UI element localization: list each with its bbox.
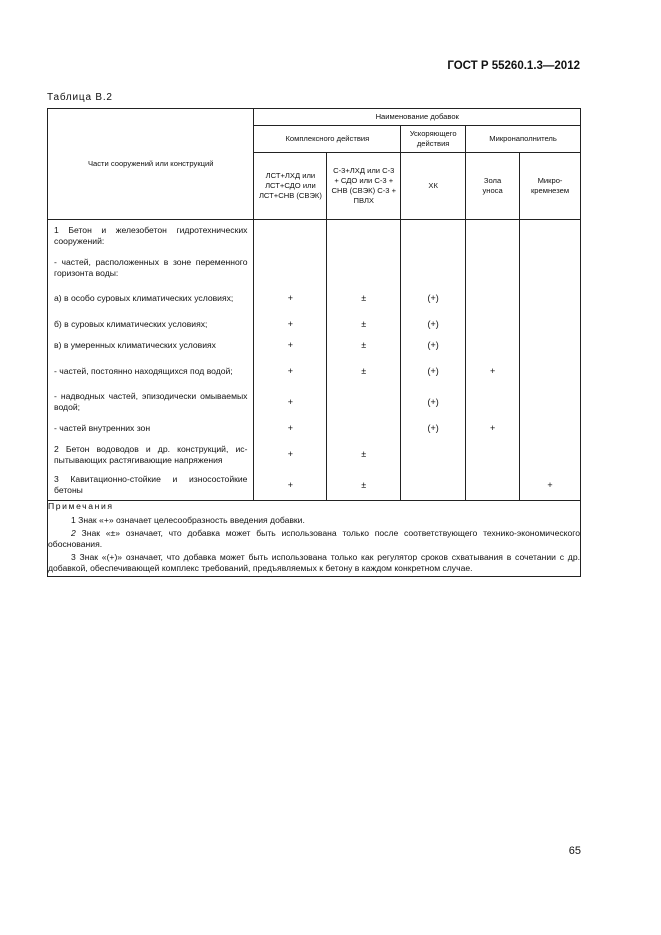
row-mark [466, 314, 520, 335]
row-text: а) в особо суровых климатических условиях; [48, 284, 254, 314]
row-mark [254, 252, 327, 284]
note-2 [48, 528, 580, 550]
header-additives-group: Наименование добавок [254, 109, 581, 126]
header-accelerating-group: Ускоряющего действия [401, 126, 466, 153]
row-mark [520, 314, 581, 335]
row-text: - частей, расположенных в зоне переменного горизонта воды: [48, 252, 254, 284]
row-mark: (+) [401, 418, 466, 439]
row-mark [520, 252, 581, 284]
row-mark [520, 439, 581, 471]
row-mark [520, 284, 581, 314]
row-mark: ± [327, 335, 401, 356]
row-mark [327, 418, 401, 439]
note-number: 2 [71, 528, 76, 538]
header-col-2: С-3+ЛХД или С-3 + СДО или С-3 + СНВ (СВЭК) С-3 + ПВЛХ [327, 153, 401, 220]
row-text: - надводных частей, эпизодически омываемых водой; [48, 387, 254, 418]
header-col-4: Зола уноса [466, 153, 520, 220]
row-mark: + [254, 284, 327, 314]
row-mark [401, 439, 466, 471]
note-number: 1 [71, 515, 76, 525]
row-text: - частей внутренних зон [48, 418, 254, 439]
header-col-3: ХК [401, 153, 466, 220]
row-mark [254, 220, 327, 252]
row-mark [466, 439, 520, 471]
page-number: 65 [568, 845, 581, 857]
row-text: 2 Бетон водоводов и др. конструкций, испытывающих растягивающие напряжения [48, 439, 254, 471]
row-mark: + [466, 356, 520, 387]
row-mark: (+) [401, 356, 466, 387]
row-mark: + [254, 314, 327, 335]
note-text: Знак «±» означает, что добавка может быть использована только после соответствующего технико-экономического обоснования. [48, 528, 581, 549]
note-1 [48, 515, 580, 526]
row-mark [466, 335, 520, 356]
row-mark [466, 284, 520, 314]
row-mark: + [520, 471, 581, 501]
notes-row [48, 501, 581, 577]
row-mark: + [254, 471, 327, 501]
row-mark [401, 471, 466, 501]
row-text: б) в суровых климатических условиях; [48, 314, 254, 335]
table-row [48, 335, 581, 356]
row-mark [327, 252, 401, 284]
row-text: - частей, постоянно находящихся под водой; [48, 356, 254, 387]
row-mark [520, 220, 581, 252]
row-mark: ± [327, 356, 401, 387]
header-micro-group: Микронаполнитель [466, 126, 581, 153]
note-text: Знак «+» означает целесообразность введения добавки. [78, 515, 305, 525]
table-row [48, 356, 581, 387]
row-text: в) в умеренных климатических условиях [48, 335, 254, 356]
row-mark: + [254, 439, 327, 471]
row-mark: + [254, 418, 327, 439]
row-mark [520, 418, 581, 439]
document-standard-id: ГОСТ Р 55260.1.3—2012 [447, 60, 580, 72]
row-mark [466, 471, 520, 501]
row-mark: + [254, 335, 327, 356]
notes-cell [48, 501, 581, 577]
row-mark: ± [327, 471, 401, 501]
row-mark: ± [327, 284, 401, 314]
table-row [48, 439, 581, 471]
table-row [48, 314, 581, 335]
table-row [48, 220, 581, 252]
additives-table [47, 108, 581, 577]
row-mark [401, 220, 466, 252]
row-mark: ± [327, 439, 401, 471]
row-mark [327, 387, 401, 418]
table-row [48, 471, 581, 501]
table-row [48, 252, 581, 284]
table-row [48, 387, 581, 418]
row-mark: (+) [401, 284, 466, 314]
row-mark: + [254, 356, 327, 387]
note-number: 3 [71, 552, 76, 562]
row-mark [520, 356, 581, 387]
table-row [48, 418, 581, 439]
header-parts-column: Части сооружений или конструкций [48, 109, 254, 220]
note-text: Знак «(+)» означает, что добавка может быть использована только как регулятор сроков схватывания в сочетании с др. добавкой, обеспечивающей комплекс требований, предъявляемых к бетону в каждом конкретном случае. [48, 552, 580, 573]
row-mark: ± [327, 314, 401, 335]
notes-title: Примечания [48, 501, 114, 511]
row-text: 1 Бетон и железобетон гидротехнических сооружений: [48, 220, 254, 252]
row-mark: + [254, 387, 327, 418]
header-complex-group: Комплексного действия [254, 126, 401, 153]
row-mark [466, 252, 520, 284]
header-col-5: Микро-кремнезем [520, 153, 581, 220]
row-mark: + [466, 418, 520, 439]
row-mark: (+) [401, 335, 466, 356]
row-mark: (+) [401, 387, 466, 418]
note-3 [48, 552, 580, 574]
row-mark: (+) [401, 314, 466, 335]
row-mark [520, 335, 581, 356]
row-mark [401, 252, 466, 284]
table-row [48, 284, 581, 314]
header-col-1: ЛСТ+ЛХД или ЛСТ+СДО или ЛСТ+СНВ (СВЭК) [254, 153, 327, 220]
row-mark [327, 220, 401, 252]
row-text: 3 Кавитационно-стойкие и износостойкие бетоны [48, 471, 254, 501]
row-mark [466, 220, 520, 252]
row-mark [466, 387, 520, 418]
row-mark [520, 387, 581, 418]
table-caption: Таблица В.2 [47, 92, 113, 103]
